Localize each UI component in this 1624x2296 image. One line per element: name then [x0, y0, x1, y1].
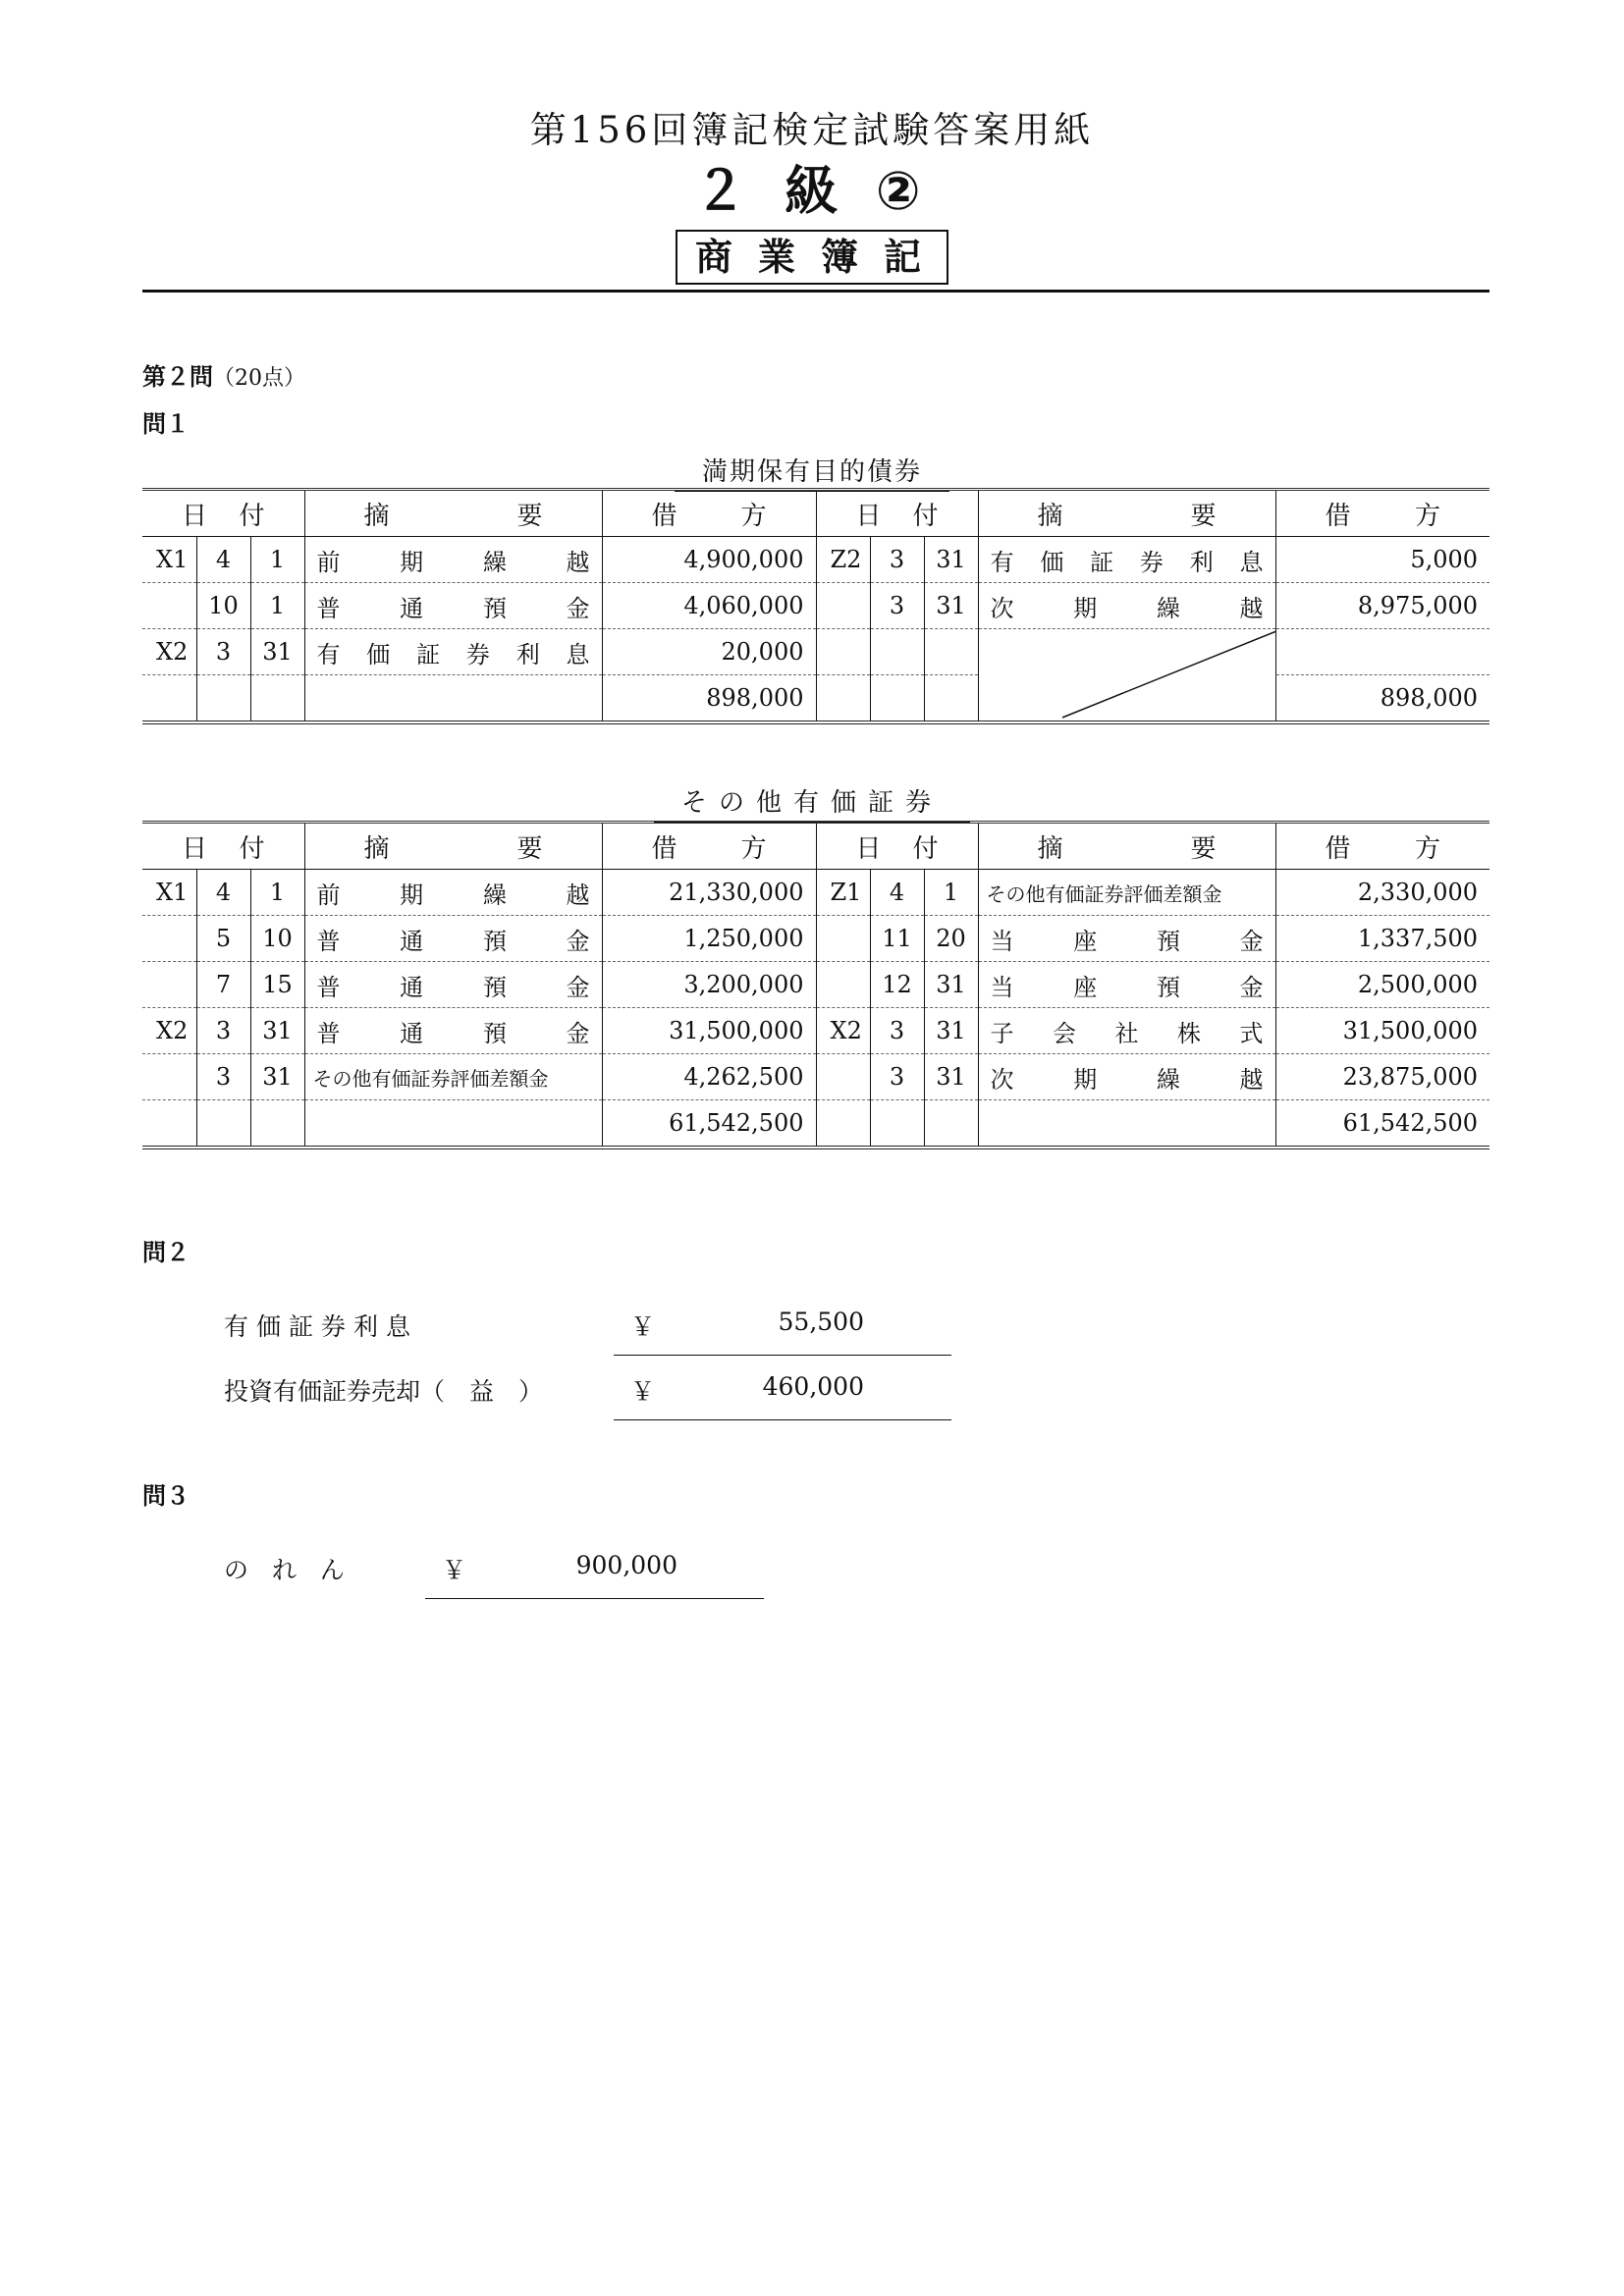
- q3-label: 問３: [142, 1482, 189, 1510]
- cell-empty: [870, 1100, 924, 1148]
- table-row: [142, 1008, 1489, 1054]
- cell-amount: 2,500,000: [1275, 962, 1489, 1008]
- table-row: [142, 537, 1489, 583]
- cell-year: [816, 629, 870, 675]
- cell-month: 3: [196, 1054, 250, 1100]
- q3-underline: [425, 1598, 764, 1599]
- total-left: 898,000: [602, 675, 816, 723]
- cell-day: 1: [250, 870, 304, 916]
- cell-amount: 31,500,000: [602, 1008, 816, 1054]
- ledger2-title: [0, 782, 1624, 823]
- cell-amount: 8,975,000: [1275, 583, 1489, 629]
- ledger1-header-date-left: 日付: [182, 501, 265, 531]
- ledger2-table: [142, 821, 1489, 1149]
- ledger2-header-credit: 借方: [1275, 823, 1489, 870]
- table-row: [142, 583, 1489, 629]
- cell-year: Z2: [816, 537, 870, 583]
- q2-line1-label: 有価証券利息: [224, 1312, 419, 1341]
- cell-empty: [870, 675, 924, 723]
- cell-amount: 2,330,000: [1275, 870, 1489, 916]
- total-row: [142, 1100, 1489, 1148]
- cell-empty: [142, 675, 196, 723]
- cell-month: 4: [196, 537, 250, 583]
- ledger1-table: [142, 488, 1489, 724]
- q2-line1-underline: [614, 1355, 951, 1356]
- cell-amount: 20,000: [602, 629, 816, 675]
- q2-line1-yen: ￥: [630, 1312, 656, 1341]
- cell-amount: 21,330,000: [602, 870, 816, 916]
- cell-amount: 4,262,500: [602, 1054, 816, 1100]
- cell-year: [142, 1054, 196, 1100]
- table-row: [142, 916, 1489, 962]
- cell-month: 12: [870, 962, 924, 1008]
- cell-desc: 普通預金: [304, 962, 602, 1008]
- cell-month: 10: [196, 583, 250, 629]
- cell-desc: 当座預金: [978, 962, 1275, 1008]
- ledger2-header-desc-right: 摘要: [978, 823, 1275, 870]
- exam-title: 第156回簿記検定試験答案用紙: [529, 109, 1095, 151]
- question-label: [142, 357, 305, 392]
- cell-day: 31: [924, 1054, 978, 1100]
- cell-year: X2: [156, 1017, 189, 1044]
- q3-value: 900,000: [575, 1551, 677, 1579]
- cell-empty: [978, 1100, 1275, 1148]
- cell-year: X1: [156, 879, 189, 906]
- ledger1-header-desc-left: 摘要: [304, 490, 602, 537]
- q2-label: 問２: [142, 1239, 189, 1266]
- cell-month: 7: [196, 962, 250, 1008]
- ledger1-header-desc-right: 摘要: [978, 490, 1275, 537]
- cell-desc: 普通預金: [304, 1008, 602, 1054]
- cell-day: 15: [250, 962, 304, 1008]
- cell-day: 31: [250, 1054, 304, 1100]
- cell-desc: 次期繰越: [978, 583, 1275, 629]
- cell-empty: [816, 675, 870, 723]
- ledger1-header-debit: 借方: [602, 490, 816, 537]
- cell-year: Z1: [816, 870, 870, 916]
- cell-year: [816, 916, 870, 962]
- cell-desc: 前期繰越: [304, 870, 602, 916]
- cell-day: 1: [250, 583, 304, 629]
- cell-empty: [142, 1100, 196, 1148]
- cell-year: X2: [816, 1008, 870, 1054]
- cell-amount: 3,200,000: [602, 962, 816, 1008]
- q2-line1-value: 55,500: [778, 1308, 864, 1336]
- cell-year: [142, 583, 196, 629]
- cell-day: 31: [250, 629, 304, 675]
- cell-year: X1: [156, 546, 189, 573]
- q3-line-label: の れ ん: [224, 1556, 352, 1584]
- cell-month: [870, 629, 924, 675]
- q2-line2-value: 460,000: [762, 1372, 864, 1401]
- q2-line2-underline: [614, 1419, 951, 1420]
- ledger1-header-credit: 借方: [1275, 490, 1489, 537]
- cell-amount: 1,337,500: [1275, 916, 1489, 962]
- ledger2-header-row: [142, 823, 1489, 870]
- cell-desc: 普通預金: [304, 916, 602, 962]
- cell-amount: 23,875,000: [1275, 1054, 1489, 1100]
- cell-empty: [304, 675, 602, 723]
- table-row: [142, 629, 1489, 675]
- total-right: 898,000: [1275, 675, 1489, 723]
- cell-empty: [250, 675, 304, 723]
- cell-year: X2: [156, 638, 189, 666]
- cell-empty: [924, 1100, 978, 1148]
- cell-year: [816, 583, 870, 629]
- cell-empty: [924, 675, 978, 723]
- cell-year: [142, 962, 196, 1008]
- table-row: [142, 870, 1489, 916]
- cell-empty: [196, 675, 250, 723]
- ledger1-header-date-right: 日付: [816, 490, 978, 537]
- cell-amount: 31,500,000: [1275, 1008, 1489, 1054]
- cell-amount: [1275, 629, 1489, 675]
- cell-desc: その他有価証券評価差額金: [304, 1054, 602, 1100]
- slash-line-icon: [979, 629, 1276, 721]
- q1-label: 問１: [142, 410, 189, 438]
- cell-day: 31: [924, 962, 978, 1008]
- total-left: 61,542,500: [602, 1100, 816, 1148]
- cell-desc: その他有価証券評価差額金: [978, 870, 1275, 916]
- cell-empty: [304, 1100, 602, 1148]
- cell-desc: 前期繰越: [304, 537, 602, 583]
- cell-month: 3: [196, 1008, 250, 1054]
- ledger2-header-date-right: 日付: [816, 823, 978, 870]
- cell-month: 3: [870, 537, 924, 583]
- cell-day: 20: [924, 916, 978, 962]
- cell-day: 31: [924, 583, 978, 629]
- cell-desc: 当座預金: [978, 916, 1275, 962]
- cell-month: 5: [196, 916, 250, 962]
- table-row: [142, 1054, 1489, 1100]
- cell-month: 4: [196, 870, 250, 916]
- cell-desc: 有価証券利息: [304, 629, 602, 675]
- subject-box: 商業簿記: [676, 230, 948, 285]
- cell-month: 3: [870, 583, 924, 629]
- cell-desc: 普通預金: [304, 583, 602, 629]
- cell-day: 31: [250, 1008, 304, 1054]
- cell-slash: [978, 629, 1275, 723]
- page-header: [0, 106, 1624, 285]
- cell-month: 4: [870, 870, 924, 916]
- cell-day: 1: [924, 870, 978, 916]
- ledger2-header-debit: 借方: [602, 823, 816, 870]
- cell-desc: 次期繰越: [978, 1054, 1275, 1100]
- ledger1-title-text: 満期保有目的債券: [675, 452, 949, 492]
- ledger2-header-date-left: 日付: [182, 833, 265, 864]
- cell-amount: 4,060,000: [602, 583, 816, 629]
- total-right: 61,542,500: [1275, 1100, 1489, 1148]
- cell-amount: 5,000: [1275, 537, 1489, 583]
- ledger2-title-text: その他有価証券: [654, 782, 970, 823]
- table-row: [142, 962, 1489, 1008]
- header-rule: [142, 290, 1489, 293]
- q3-yen: ￥: [442, 1556, 467, 1584]
- cell-year: [816, 1054, 870, 1100]
- cell-empty: [250, 1100, 304, 1148]
- cell-month: 11: [870, 916, 924, 962]
- ledger1-title: [0, 452, 1624, 492]
- cell-day: 1: [250, 537, 304, 583]
- ledger1-header-row: [142, 490, 1489, 537]
- grade-title: ２ 級 ②: [693, 160, 931, 222]
- cell-amount: 4,900,000: [602, 537, 816, 583]
- cell-month: 3: [870, 1054, 924, 1100]
- q2-line2-label: 投資有価証券売却（ 益 ）: [224, 1377, 544, 1406]
- cell-day: 10: [250, 916, 304, 962]
- cell-desc: 有価証券利息: [978, 537, 1275, 583]
- cell-empty: [196, 1100, 250, 1148]
- question-number: 第２問: [142, 363, 213, 391]
- cell-empty: [816, 1100, 870, 1148]
- cell-month: 3: [196, 629, 250, 675]
- cell-day: 31: [924, 537, 978, 583]
- cell-amount: 1,250,000: [602, 916, 816, 962]
- cell-desc: 子会社株式: [978, 1008, 1275, 1054]
- total-row: [142, 675, 1489, 723]
- cell-year: [816, 962, 870, 1008]
- cell-day: 31: [924, 1008, 978, 1054]
- ledger2-header-desc-left: 摘要: [304, 823, 602, 870]
- cell-year: [142, 916, 196, 962]
- cell-month: 3: [870, 1008, 924, 1054]
- q2-line2-yen: ￥: [630, 1377, 656, 1406]
- cell-day: [924, 629, 978, 675]
- question-points: （20点）: [213, 366, 305, 391]
